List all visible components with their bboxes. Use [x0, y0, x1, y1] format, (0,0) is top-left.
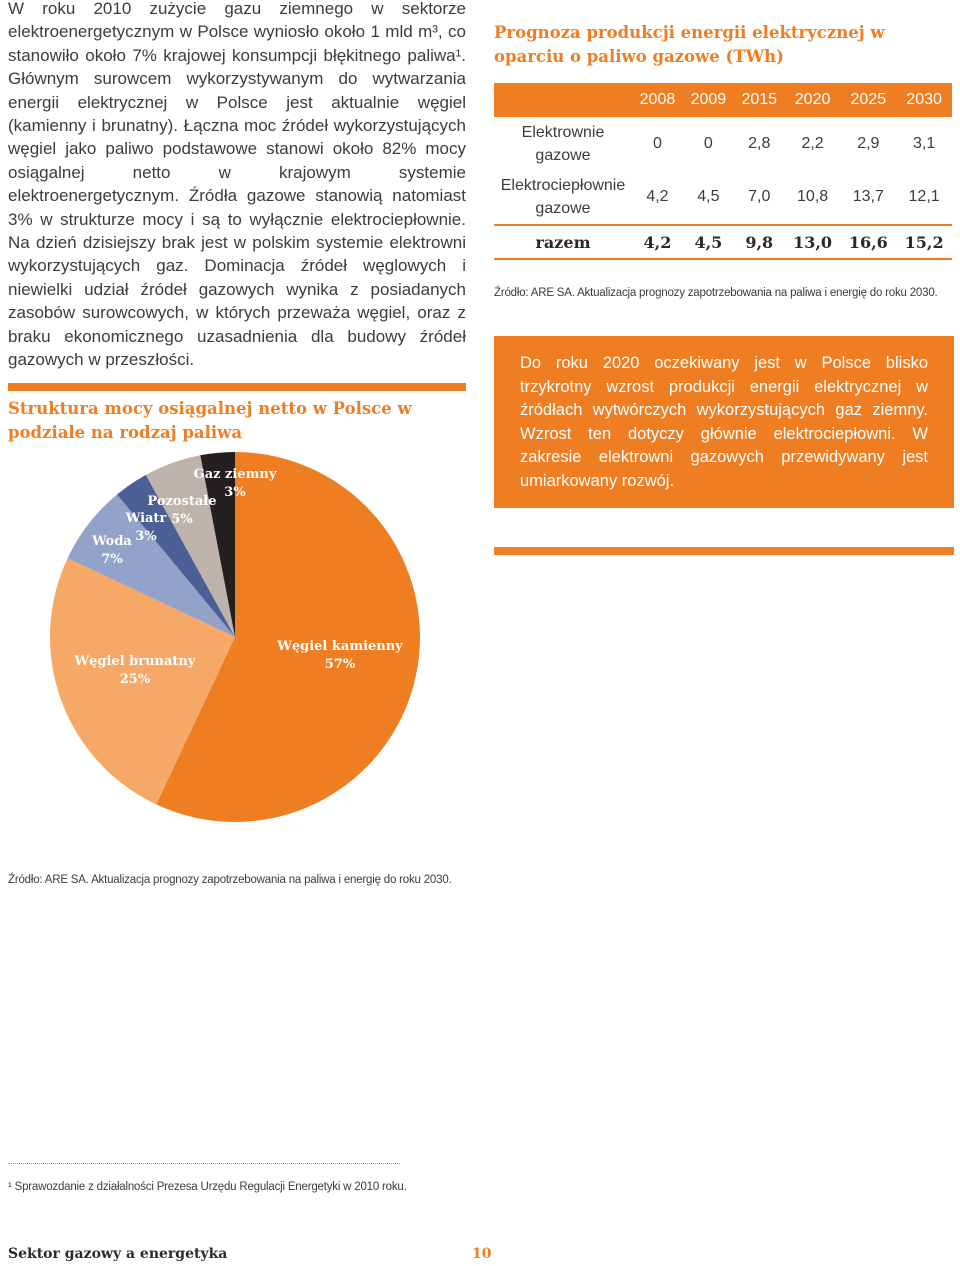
table-cell: 9,8: [734, 225, 785, 259]
row-label: razem: [494, 225, 632, 259]
table-cell: 13,0: [785, 225, 841, 259]
table-cell: 4,5: [683, 225, 734, 259]
table-cell: 0: [653, 134, 662, 152]
pie-slice-label: Węgiel kamienny: [277, 639, 403, 654]
callout-text: Do roku 2020 oczekiwany jest w Polsce blisko trzykrotny wzrost produkcji energii elektrycznej w źródłach wytwórczych wykorzystujących gaz ziemny. Wzrost ten dotyczy głównie elektrociepłowni. W zakresie elektrowni gazowych przewidywany jest umiarkowany rozwój.: [520, 354, 928, 490]
table-header-blank: [494, 83, 632, 117]
pie-slice-value: 25%: [119, 672, 151, 687]
pie-slice-label: Gaz ziemny: [193, 467, 277, 482]
table-cell: 2,8: [748, 134, 771, 152]
callout-divider: [494, 547, 954, 555]
table-cell: 4,2: [646, 188, 669, 205]
intro-paragraph: W roku 2010 zużycie gazu ziemnego w sektorze elektroenergetycznym w Polsce wyniosło około 1 mld m³, co stanowiło około 7% krajowej konsumpcji błękitnego paliwa¹. Głównym surowcem wykorzystywanym do wytwarzania energii elektrycznej w Polsce jest aktualnie węgiel (kamienny i brunatny). Łączna moc źródeł wykorzystujących węgiel jako paliwo podstawowe stanowi około 82% mocy osiągalnej netto w krajowym systemie elektroenergetycznym. Źródła gazowe stanowią natomiast 3% w strukturze mocy i są to wyłącznie elektrociepłownie. Na dzień dzisiejszy brak jest w polskim systemie elektrowni wykorzystujących gaz. Dominacja źródeł węglowych i niewielki udział źródeł gazowych wynika z posiadanych zasobów surowcowych, w których przeważa węgiel, oraz z braku ekonomicznego uzasadnienia dla budowy źródeł gazowych w przeszłości.: [8, 0, 466, 370]
footer-title: Sektor gazowy a energetyka: [8, 1246, 228, 1262]
table-header-year: 2009: [683, 83, 734, 117]
table-source-note: Źródło: ARE SA. Aktualizacja prognozy zapotrzebowania na paliwa i energię do roku 2030.: [494, 287, 938, 299]
table-cell: 2,9: [857, 134, 880, 152]
table-cell: 3,1: [912, 134, 936, 152]
table-cell: 4,5: [697, 188, 720, 205]
pie-slice-value: 5%: [171, 512, 193, 527]
pie-slice-value: 3%: [224, 485, 246, 500]
table-total-row: [494, 225, 952, 259]
table-cell: 4,2: [632, 225, 683, 259]
pie-source-note: Źródło: ARE SA. Aktualizacja prognozy zapotrzebowania na paliwa i energię do roku 2030.: [8, 874, 452, 886]
table-header-year: 2025: [840, 83, 896, 117]
pie-slice-label: Woda: [92, 534, 132, 549]
table-cell: 2,2: [801, 134, 824, 152]
table-row: [494, 170, 952, 225]
table-header-year: 2015: [734, 83, 785, 117]
table-cell: 13,7: [852, 188, 884, 205]
pie-slice-value: 7%: [101, 552, 123, 567]
table-cell: 0: [703, 134, 713, 152]
pie-slice-label: Węgiel brunatny: [74, 654, 196, 669]
pie-slice-value: 3%: [135, 529, 157, 544]
table-cell: 16,6: [840, 225, 896, 259]
pie-chart: [40, 450, 440, 850]
row-label: Elektrociepłownie gazowe: [500, 177, 626, 217]
table-cell: 12,1: [908, 188, 940, 205]
table-cell: 10,8: [797, 188, 829, 205]
table-header-year: 2030: [896, 83, 952, 117]
pie-chart-title: Struktura mocy osiągalnej netto w Polsce w podziale na rodzaj paliwa: [8, 399, 412, 442]
table-title: Prognoza produkcji energii elektrycznej w oparciu o paliwo gazowe (TWh): [494, 23, 885, 66]
footnote: ¹ Sprawozdanie z działalności Prezesa Urzędu Regulacji Energetyki w 2010 roku.: [8, 1181, 407, 1193]
pie-slice-value: 57%: [324, 657, 356, 672]
forecast-table: [494, 83, 952, 260]
table-header-year: 2020: [785, 83, 841, 117]
table-header-row: [494, 83, 952, 117]
footnote-rule: [8, 1163, 400, 1164]
table-cell: 15,2: [896, 225, 952, 259]
pie-slice-label: Wiatr: [125, 511, 167, 526]
pie-slice-label: Pozostałe: [147, 494, 217, 509]
callout-box: [494, 336, 954, 508]
row-label: Elektrownie gazowe: [521, 123, 605, 164]
page-number: 10: [472, 1246, 492, 1262]
table-header-year: 2008: [632, 83, 683, 117]
table-row: [494, 117, 952, 170]
section-divider: [8, 383, 466, 391]
table-cell: 7,0: [748, 188, 771, 205]
